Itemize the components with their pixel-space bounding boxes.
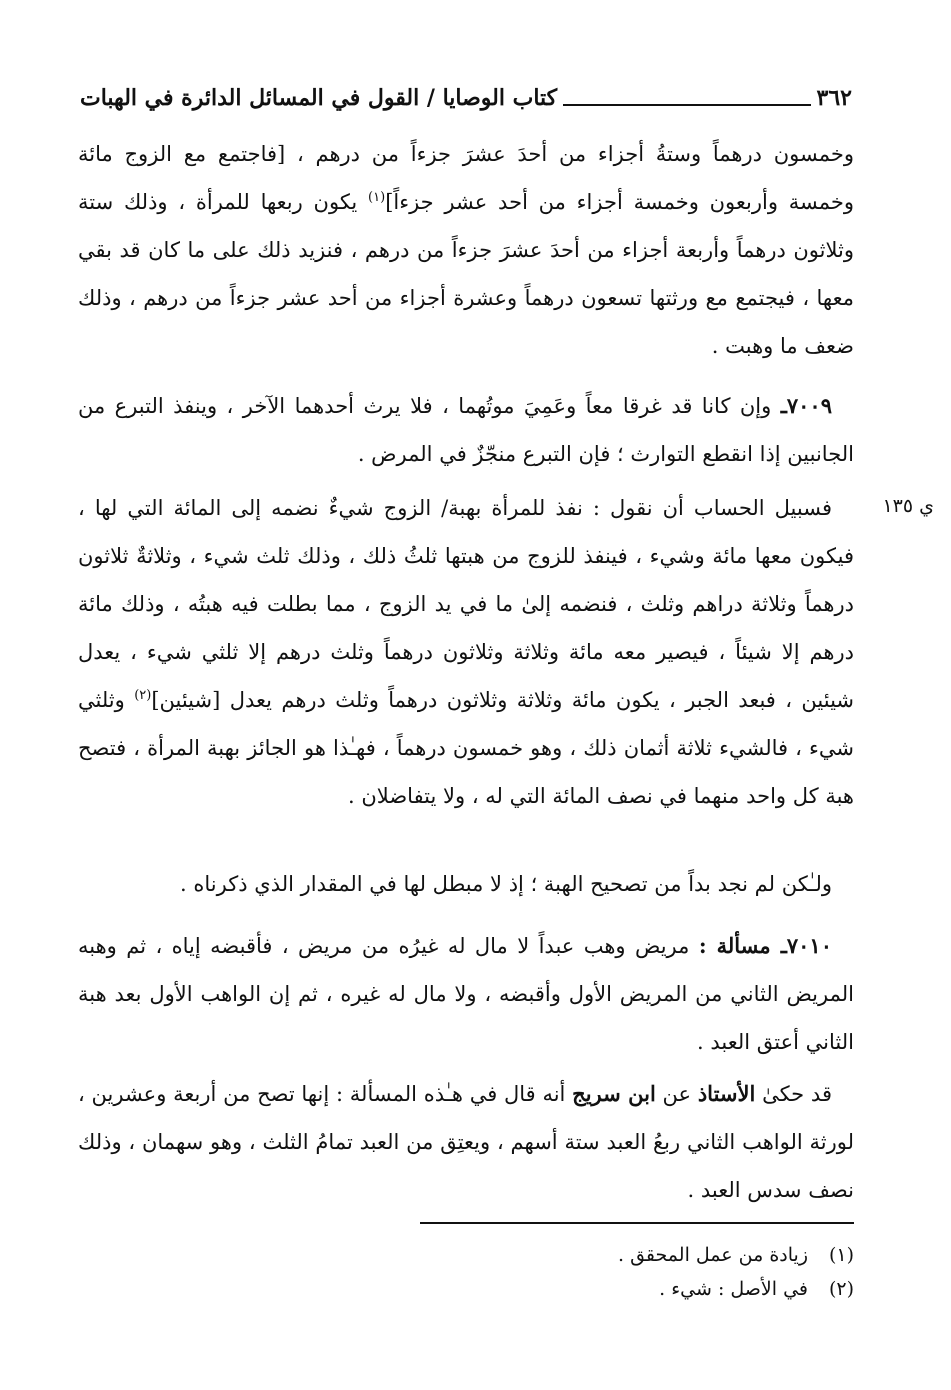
footnote-text: في الأصل : شيء . bbox=[659, 1278, 808, 1300]
issue-number: ٧٠٠٩ـ bbox=[780, 393, 832, 418]
issue-number: ٧٠١٠ـ مسألة : bbox=[698, 933, 832, 958]
footnote-text: زيادة من عمل المحقق . bbox=[618, 1244, 808, 1266]
paragraph-text-continued: يكون ربعها للمرأة ، وذلك ستة وثلاثون درهماً وأربعة أجزاء من أحدَ عشرَ جزءاً من درهم ، فنزيد ذلك على ما كان قد بقي معها ، فيجتمع مع ورثتها تسعون درهماً وعشرة أجزاء من أحد عشر جزءاً من درهم ، وذلك ضعف ما وهبت . bbox=[78, 190, 854, 358]
paragraph-1 bbox=[78, 130, 854, 370]
footnote-1 bbox=[420, 1238, 854, 1272]
footnote-number: (٢) bbox=[828, 1278, 854, 1300]
paragraph-text: فسبيل الحساب أن نقول : نفذ للمرأة بهبة/ الزوج شيءٌ نضمه إلى المائة التي لها ، فيكون معها مائة وشيء ، فينفذ للزوج من هبتها ثلثُ ذلك ، وذلك ثلث شيء ، وثلاثةٌ ثلاثون درهماً وثلاثة دراهم وثلث ، فنضمه إلىٰ ما في يد الزوج ، مما بطلت فيه هبتُه ، وذلك مائة درهم إلا شيئاً ، فيصير معه مائة وثلاثة وثلاثون درهماً وثلث درهم إلا ثلثي شيء ، يعدل شيئين ، فبعد الجبر ، يكون مائة وثلاثة وثلاثون درهماً وثلث درهم يعدل [شيئين] bbox=[78, 496, 854, 712]
footnote-ref-2[interactable]: (٢) bbox=[134, 688, 152, 703]
footnotes bbox=[420, 1238, 854, 1306]
paragraph-7009 bbox=[78, 382, 854, 478]
paragraph-7010 bbox=[78, 922, 854, 1066]
footnote-separator bbox=[420, 1222, 854, 1224]
paragraph-ustadh bbox=[78, 1070, 854, 1214]
paragraph-text: وخمسون درهماً وستةُ أجزاء من أحدَ عشرَ جزءاً من درهم ، [فاجتمع مع الزوج مائة وخمسة وأربعون وخمسة أجزاء من أحد عشر جزءاً] bbox=[78, 142, 855, 214]
running-title: كتاب الوصايا / القول في المسائل الدائرة في الهبات bbox=[80, 85, 558, 111]
paragraph-calculation bbox=[78, 484, 854, 820]
cited-name: الأستاذ bbox=[697, 1081, 756, 1106]
footnote-2 bbox=[420, 1272, 854, 1306]
paragraph-text: وإن كانا قد غرقا معاً وعَمِيَ موتُهما ، فلا يرث أحدهما الآخر ، وينفذ التبرع من الجانبين إذا انقطع التوارث ؛ فإن التبرع منجّزٌ في المرض . bbox=[78, 394, 854, 466]
footnote-number: (١) bbox=[828, 1244, 854, 1266]
paragraph-text: ولـٰكن لم نجد بداً من تصحيح الهبة ؛ إذ لا مبطل لها في المقدار الذي ذكرناه . bbox=[180, 872, 832, 896]
paragraph-note bbox=[78, 860, 854, 908]
paragraph-text: قد حكىٰ bbox=[755, 1082, 832, 1106]
paragraph-text-continued: أنه قال في هـٰذه المسألة : إنها تصح من أربعة وعشرين ، لورثة الواهب الثاني ربعُ العبد ستة أسهم ، ويعتِق من العبد تمامُ الثلث ، وهو سهمان ، وذلك نصف سدس العبد . bbox=[78, 1082, 854, 1202]
paragraph-text: عن bbox=[655, 1082, 698, 1106]
cited-name: ابن سريج bbox=[572, 1081, 656, 1106]
margin-page-reference: ي ١٣٥ bbox=[882, 495, 934, 517]
header-rule bbox=[563, 104, 810, 106]
footnote-ref-1[interactable]: (١) bbox=[368, 190, 386, 205]
page-number: ٣٦٢ bbox=[816, 85, 852, 111]
running-header bbox=[80, 84, 852, 112]
paragraph-text-continued: وثلثي شيء ، فالشيء ثلاثة أثمان ذلك ، وهو خمسون درهماً ، فهـٰذا هو الجائز بهبة المرأة ، فتصح هبة كل واحد منهما في نصف المائة التي له ، ولا يتفاضلان . bbox=[78, 688, 854, 808]
paragraph-text: مريض وهب عبداً لا مال له غيرُه من مريض ، فأقبضه إياه ، ثم وهبه المريض الثاني من المريض الأول وأقبضه ، ولا مال له غيره ، ثم إن الواهب الأول بعد هبة الثاني أعتق العبد . bbox=[78, 934, 854, 1054]
